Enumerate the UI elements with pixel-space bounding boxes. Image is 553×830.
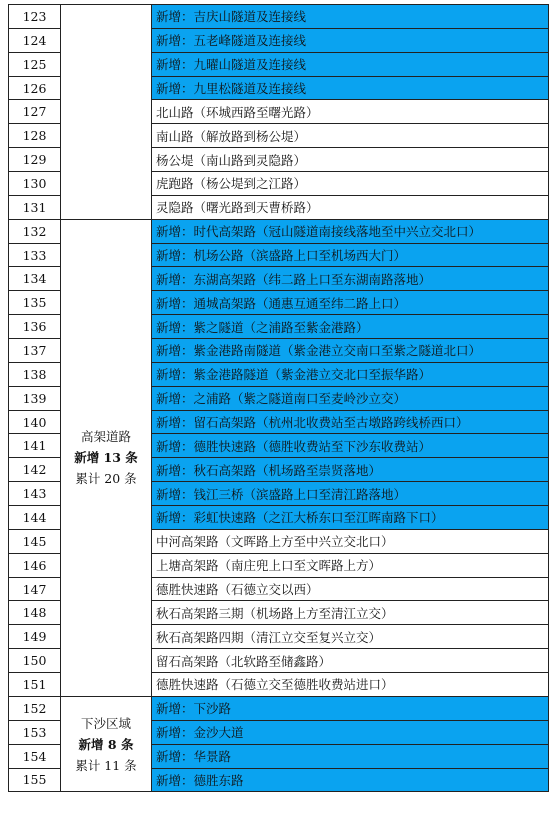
row-number: 124	[9, 28, 61, 52]
road-cell-new: 新增：留石高架路（杭州北收费站至古墩路跨线桥西口）	[152, 410, 549, 434]
category-new-count-text: 新增 8 条	[78, 736, 134, 752]
category-name: 下沙区域	[80, 715, 131, 731]
road-cell-new: 新增：紫之隧道（之浦路至紫金港路）	[152, 315, 549, 339]
table-row	[9, 219, 549, 243]
row-number: 134	[9, 267, 61, 291]
road-cell-new: 新增：通城高架路（通惠互通至纬二路上口）	[152, 291, 549, 315]
road-cell-new: 新增：德胜东路	[152, 768, 549, 792]
road-cell-new: 新增：机场公路（滨盛路上口至机场西大门）	[152, 243, 549, 267]
road-cell-new: 新增：彩虹快速路（之江大桥东口至江晖南路下口）	[152, 506, 549, 530]
table-row	[9, 5, 549, 29]
row-number: 132	[9, 219, 61, 243]
road-cell-new: 新增：时代高架路（冠山隧道南接线落地至中兴立交北口）	[152, 219, 549, 243]
road-cell: 上塘高架路（南庄兜上口至文晖路上方）	[152, 553, 549, 577]
row-number: 145	[9, 529, 61, 553]
road-cell: 杨公堤（南山路到灵隐路）	[152, 148, 549, 172]
table-row	[9, 696, 549, 720]
road-cell-new: 新增：五老峰隧道及连接线	[152, 28, 549, 52]
category-new-count	[61, 734, 151, 755]
road-cell-new: 新增：德胜快速路（德胜收费站至下沙东收费站）	[152, 434, 549, 458]
road-cell-new: 新增：九里松隧道及连接线	[152, 76, 549, 100]
road-cell: 德胜快速路（石德立交至德胜收费站进口）	[152, 673, 549, 697]
road-cell-new: 新增：吉庆山隧道及连接线	[152, 5, 549, 29]
road-cell-new: 新增：金沙大道	[152, 720, 549, 744]
category-cumulative: 累计 11 条	[75, 757, 137, 773]
row-number: 148	[9, 601, 61, 625]
row-number: 129	[9, 148, 61, 172]
row-number: 133	[9, 243, 61, 267]
road-cell: 灵隐路（曙光路到天曹桥路）	[152, 195, 549, 219]
road-list-table	[8, 4, 549, 792]
road-cell: 北山路（环城西路至曙光路）	[152, 100, 549, 124]
road-cell: 南山路（解放路到杨公堤）	[152, 124, 549, 148]
road-cell: 德胜快速路（石德立交以西）	[152, 577, 549, 601]
row-number: 123	[9, 5, 61, 29]
row-number: 152	[9, 696, 61, 720]
category-name: 高架道路	[80, 429, 131, 445]
row-number: 154	[9, 744, 61, 768]
row-number: 137	[9, 339, 61, 363]
row-number: 140	[9, 410, 61, 434]
row-number: 125	[9, 52, 61, 76]
row-number: 127	[9, 100, 61, 124]
road-cell-new: 新增：九曜山隧道及连接线	[152, 52, 549, 76]
road-cell-new: 新增：华景路	[152, 744, 549, 768]
row-number: 147	[9, 577, 61, 601]
row-number: 142	[9, 458, 61, 482]
road-cell: 秋石高架路四期（清江立交至复兴立交）	[152, 625, 549, 649]
category-cell	[61, 696, 152, 791]
road-cell-new: 新增：秋石高架路（机场路至崇贤落地）	[152, 458, 549, 482]
category-cell	[61, 5, 152, 220]
row-number: 139	[9, 386, 61, 410]
row-number: 126	[9, 76, 61, 100]
category-new-count	[61, 447, 151, 468]
row-number: 149	[9, 625, 61, 649]
row-number: 135	[9, 291, 61, 315]
road-cell: 中河高架路（文晖路上方至中兴立交北口）	[152, 529, 549, 553]
row-number: 138	[9, 362, 61, 386]
road-cell-new: 新增：下沙路	[152, 696, 549, 720]
row-number: 128	[9, 124, 61, 148]
row-number: 155	[9, 768, 61, 792]
road-cell-new: 新增：紫金港路南隧道（紫金港立交南口至紫之隧道北口）	[152, 339, 549, 363]
row-number: 146	[9, 553, 61, 577]
row-number: 144	[9, 506, 61, 530]
row-number: 150	[9, 649, 61, 673]
category-new-count-text: 新增 13 条	[74, 450, 138, 466]
category-cell	[61, 219, 152, 696]
row-number: 131	[9, 195, 61, 219]
row-number: 153	[9, 720, 61, 744]
road-cell-new: 新增：钱江三桥（滨盛路上口至清江路落地）	[152, 482, 549, 506]
row-number: 136	[9, 315, 61, 339]
category-cumulative: 累计 20 条	[75, 471, 137, 487]
row-number: 130	[9, 172, 61, 196]
road-cell: 虎跑路（杨公堤到之江路）	[152, 172, 549, 196]
row-number: 143	[9, 482, 61, 506]
row-number: 151	[9, 673, 61, 697]
road-cell: 留石高架路（北软路至储鑫路）	[152, 649, 549, 673]
row-number: 141	[9, 434, 61, 458]
road-cell-new: 新增：东湖高架路（纬二路上口至东湖南路落地）	[152, 267, 549, 291]
road-cell-new: 新增：之浦路（紫之隧道南口至麦岭沙立交）	[152, 386, 549, 410]
road-cell-new: 新增：紫金港路隧道（紫金港立交北口至振华路）	[152, 362, 549, 386]
road-cell: 秋石高架路三期（机场路上方至清江立交）	[152, 601, 549, 625]
